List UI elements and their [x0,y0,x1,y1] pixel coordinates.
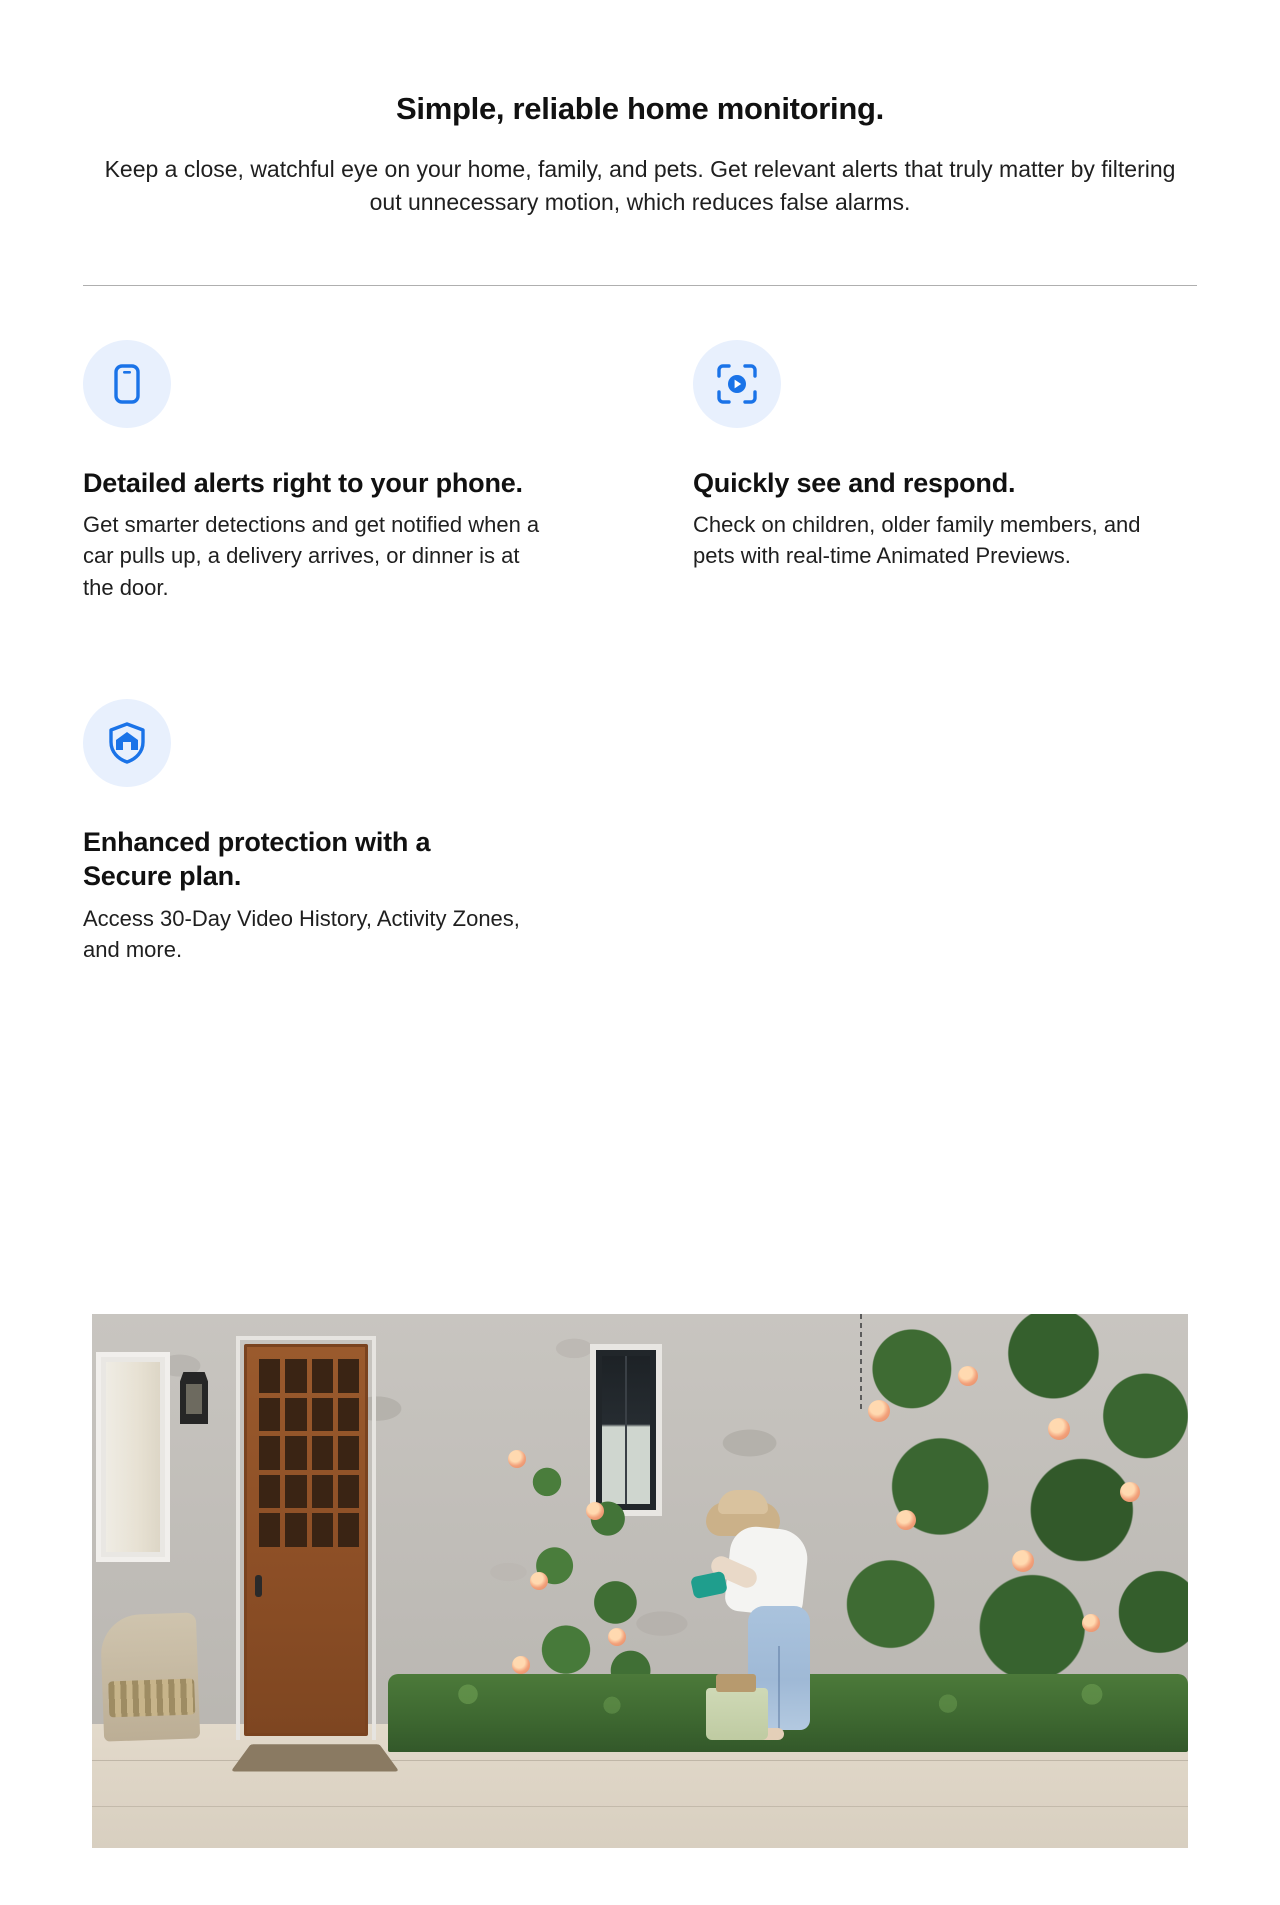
front-door [244,1344,368,1736]
lifestyle-photo [92,1314,1188,1848]
feature-grid [83,286,1197,966]
garden-bag [706,1688,768,1740]
person-gardening [692,1502,822,1754]
page-header [0,0,1280,219]
video-preview-icon-badge [693,340,781,428]
porch-lantern [180,1372,208,1424]
door-glass-panes [259,1359,359,1547]
video-preview-icon [714,361,760,407]
feature-title: Detailed alerts right to your phone. [83,467,523,498]
rose-shrub-right [834,1314,1188,1706]
feature-title: Quickly see and respond. [693,467,1016,498]
door-mat [231,1744,400,1771]
door-handle [255,1575,262,1597]
feature-body: Access 30-Day Video History, Activity Zones, and more. [83,905,520,963]
shield-home-icon [105,720,149,766]
rocking-chair [100,1612,200,1741]
feature-body: Get smarter detections and get notified when a car pulls up, a delivery arrives, or dinner is at the door. [83,512,540,600]
feature-card-phone-alerts [83,340,587,603]
left-window [96,1352,170,1562]
shield-home-icon-badge [83,699,171,787]
feature-card-see-respond [693,340,1197,603]
section-divider [83,285,1197,286]
curtain [106,1362,160,1552]
phone-icon-badge [83,340,171,428]
photo-scene [92,1314,1188,1848]
rose-vine-left [490,1440,680,1702]
feature-body: Check on children, older family members, and pets with real-time Animated Previews. [693,512,1141,569]
phone-icon [107,362,147,406]
spray-bottle [690,1571,728,1600]
page-subtitle: Keep a close, watchful eye on your home, family, and pets. Get relevant alerts that truly matter by filtering out unnecessary motion, which reduces false alarms. [104,156,1176,215]
page-title: Simple, reliable home monitoring. [396,91,884,126]
feature-card-secure-plan [83,699,587,966]
feature-title: Enhanced protection with a Secure plan. [83,826,431,892]
